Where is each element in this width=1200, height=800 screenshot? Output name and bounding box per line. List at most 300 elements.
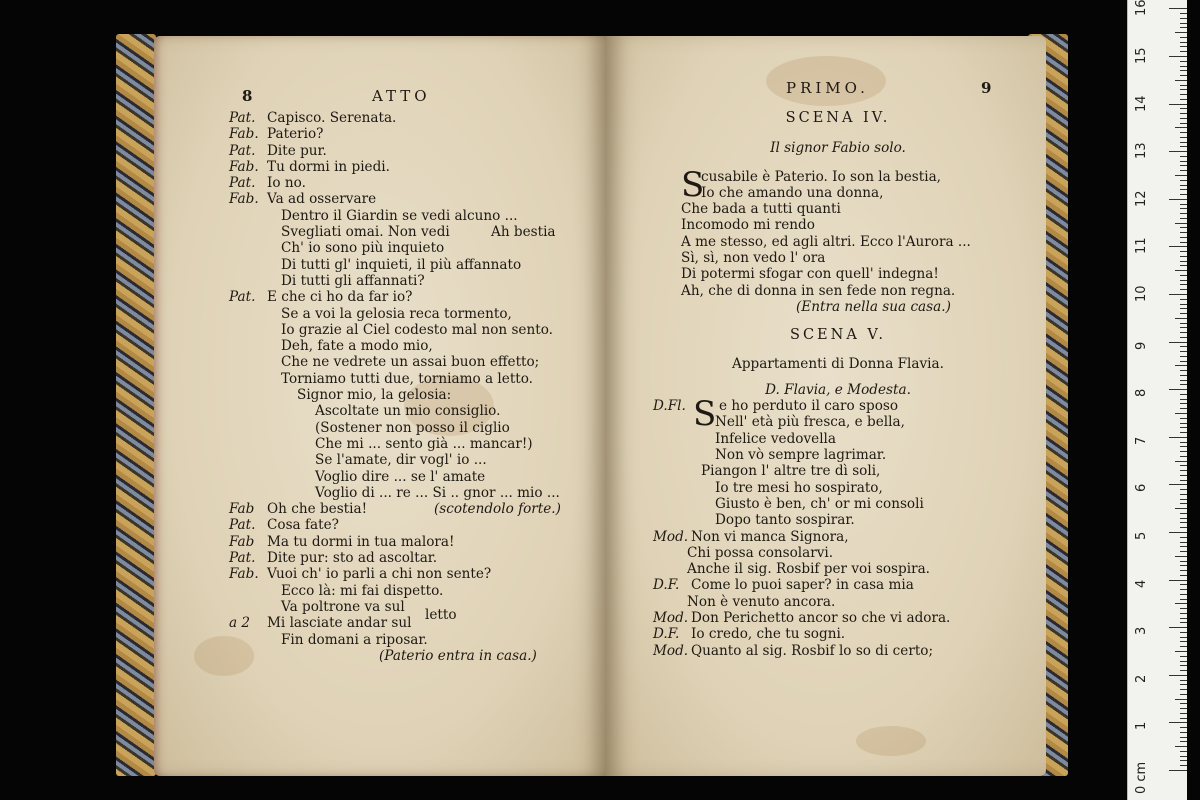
ruler-tick [1180, 280, 1187, 281]
ruler-tick [1180, 208, 1187, 209]
line-text: Non vò sempre lagrimar. [715, 447, 887, 464]
line-text: Sì, sì, non vedo l' ora [681, 250, 826, 267]
ruler-number: 3 [1134, 626, 1149, 636]
ruler-number: 9 [1134, 341, 1149, 350]
speaker-label: Pat. [229, 110, 256, 126]
ruler-tick [1175, 461, 1187, 462]
ruler-tick [1180, 27, 1187, 28]
line-text: Io che amando una donna, [701, 184, 884, 201]
line-text: Infelice vedovella [715, 430, 837, 447]
ruler-tick [1180, 589, 1187, 590]
ruler-tick [1180, 323, 1187, 324]
ruler-tick [1169, 532, 1187, 533]
speaker-label: Fab [229, 533, 255, 550]
ruler-tick [1180, 408, 1187, 409]
scene-characters: D. Flavia, e Modesta. [765, 381, 911, 398]
line-text: Io tre mesi ho sospirato, [715, 479, 883, 496]
ruler-tick [1180, 218, 1187, 219]
ruler-tick [1180, 608, 1187, 609]
scene-title: SCENA V. [790, 327, 886, 344]
ruler-tick [1180, 161, 1187, 162]
line-text: Giusto è ben, ch' or mi consoli [715, 495, 924, 512]
ruler-tick [1180, 427, 1187, 428]
ruler-tick [1180, 661, 1187, 662]
ruler-tick [1180, 499, 1187, 500]
ruler-tick [1180, 180, 1187, 181]
ruler-tick [1180, 694, 1187, 695]
ruler-tick [1180, 751, 1187, 752]
ruler-tick [1169, 342, 1187, 343]
verse-line [653, 463, 1011, 479]
ruler-tick [1180, 737, 1187, 738]
ruler-tick [1169, 199, 1187, 200]
running-head-text: PRIMO. [786, 79, 869, 97]
line-text: Dopo tanto sospirar. [715, 512, 855, 529]
running-head-text: ATTO [372, 87, 431, 105]
ruler-tick [1169, 246, 1187, 247]
line-text: (Sostener non posso il ciglio [315, 419, 510, 436]
ruler-tick [1169, 770, 1187, 771]
ruler-tick [1180, 375, 1187, 376]
ruler-tick [1169, 389, 1187, 390]
line-text: Se l'amate, dir vogl' io ... [315, 452, 487, 469]
verse-line [653, 431, 1011, 447]
right-page-text [653, 79, 1011, 659]
line-text: Tu dormi in piedi. [267, 158, 390, 175]
ruler-number: 12 [1134, 190, 1149, 207]
ruler-tick [1180, 394, 1187, 395]
ruler-tick [1175, 508, 1187, 509]
ruler-tick [1180, 451, 1187, 452]
ruler-tick [1180, 418, 1187, 419]
measuring-ruler [1127, 0, 1187, 800]
verse-line [653, 414, 1011, 430]
page-number: 9 [981, 79, 992, 97]
speaker-label: D.F. [653, 577, 680, 594]
drop-cap: S [693, 394, 717, 435]
dialogue-line [653, 545, 1011, 561]
verse-line [653, 447, 1011, 463]
verse-line [653, 512, 1011, 528]
ruler-tick [1180, 237, 1187, 238]
ruler-tick [1180, 741, 1187, 742]
ruler-tick [1169, 675, 1187, 676]
ruler-tick [1180, 656, 1187, 657]
verse-line [681, 169, 1011, 185]
ruler-tick [1175, 127, 1187, 128]
line-text: Dentro il Giardin se vedi alcuno ... [281, 207, 518, 224]
ruler-tick [1175, 556, 1187, 557]
ruler-tick [1180, 132, 1187, 133]
ruler-tick [1180, 42, 1187, 43]
ruler-tick [1180, 284, 1187, 285]
ruler-tick [1180, 380, 1187, 381]
ruler-tick [1180, 256, 1187, 257]
marbled-cover-left [116, 34, 156, 776]
ruler-tick [1175, 80, 1187, 81]
line-text: Fin domani a riposar. [281, 631, 428, 648]
line-text: Don Perichetto ancor so che vi adora. [691, 610, 951, 627]
ruler-tick [1180, 442, 1187, 443]
line-text: Come lo puoi saper? in casa mia [691, 577, 914, 594]
ruler-tick [1180, 494, 1187, 495]
ruler-tick [1180, 66, 1187, 67]
speaker-label: Mod. [653, 610, 689, 627]
ruler-tick [1180, 232, 1187, 233]
scene4-monologue [681, 164, 1011, 299]
line-text: Chi possa consolarvi. [687, 544, 834, 561]
ruler-tick [1180, 465, 1187, 466]
ruler-tick [1180, 632, 1187, 633]
line-text: Di potermi sfogar con quell' indegna! [681, 266, 939, 283]
ruler-number: 8 [1134, 388, 1149, 398]
speaker-label: D.Fl. [653, 398, 686, 415]
ruler-tick [1169, 56, 1187, 57]
line-text: Che mi ... sento già ... mancar!) [315, 435, 533, 452]
line-text: Paterio? [267, 126, 324, 143]
ruler-tick [1180, 570, 1187, 571]
dialogue-line [653, 643, 1011, 659]
ruler-tick [1180, 670, 1187, 671]
ruler-tick [1169, 722, 1187, 723]
ruler-tick [1180, 13, 1187, 14]
ruler-tick [1180, 327, 1187, 328]
ruler-tick [1180, 37, 1187, 38]
ruler-tick [1180, 732, 1187, 733]
ruler-tick [1175, 746, 1187, 747]
ruler-tick [1180, 108, 1187, 109]
ruler-tick [1180, 313, 1187, 314]
ruler-tick [1175, 175, 1187, 176]
ruler-tick [1180, 503, 1187, 504]
ruler-tick [1180, 446, 1187, 447]
line-text: Ch' io sono più inquieto [281, 240, 445, 257]
ruler-tick [1180, 332, 1187, 333]
line-text: Ecco là: mi fai dispetto. [281, 582, 444, 599]
speaker-label: Pat. [229, 175, 256, 192]
verse-line [681, 201, 1011, 217]
ruler-tick [1180, 351, 1187, 352]
ruler-tick [1180, 760, 1187, 761]
verse-line [653, 398, 1011, 414]
ruler-tick [1180, 23, 1187, 24]
ruler-tick [1180, 251, 1187, 252]
verse-line [681, 250, 1011, 266]
ruler-tick [1180, 689, 1187, 690]
line-text: Signor mio, la gelosia: [297, 387, 452, 404]
speaker-label: Mod. [653, 528, 689, 545]
ruler-tick [1169, 8, 1187, 9]
ruler-tick [1180, 51, 1187, 52]
ruler-tick [1180, 308, 1187, 309]
line-text: Voglio dire ... se l' amate [315, 468, 486, 485]
page-number: 8 [242, 87, 253, 105]
ruler-tick [1180, 94, 1187, 95]
ruler-tick [1180, 480, 1187, 481]
ruler-tick [1180, 561, 1187, 562]
ruler-number: 10 [1134, 285, 1149, 302]
speaker-label: a 2 [229, 615, 251, 632]
scene-title: SCENA IV. [785, 110, 891, 126]
dialogue-line [653, 561, 1011, 577]
verse-line [653, 480, 1011, 496]
line-text: letto [425, 606, 457, 623]
verse-line [681, 283, 1011, 299]
line-text: Che ne vedrete un assai buon effetto; [281, 354, 540, 371]
dialogue-line [653, 610, 1011, 626]
ruler-tick [1180, 275, 1187, 276]
aria-lines [653, 394, 1011, 529]
line-text: Non è venuto ancora. [687, 593, 836, 610]
ruler-tick [1180, 684, 1187, 685]
ruler-tick [1180, 546, 1187, 547]
ruler-tick [1180, 299, 1187, 300]
ruler-tick [1180, 89, 1187, 90]
dialogue-line [653, 577, 1011, 593]
ruler-tick [1180, 356, 1187, 357]
ruler-tick [1180, 542, 1187, 543]
line-text: Svegliati omai. Non vedi [281, 224, 450, 241]
ruler-number: 16 [1134, 0, 1149, 17]
ruler-tick [1175, 270, 1187, 271]
speaker-label: D.F. [653, 626, 680, 643]
ruler-tick [1180, 618, 1187, 619]
ruler-tick [1169, 580, 1187, 581]
ruler-tick [1180, 622, 1187, 623]
ruler-tick [1175, 32, 1187, 33]
ruler-tick [1180, 361, 1187, 362]
speaker-label: Fab. [229, 158, 259, 175]
line-text: Ah bestia [491, 224, 556, 241]
ruler-number: 14 [1134, 95, 1149, 112]
ruler-tick [1180, 265, 1187, 266]
line-text: Di tutti gli affannati? [281, 272, 425, 289]
ruler-tick [1180, 513, 1187, 514]
ruler-tick [1180, 123, 1187, 124]
speaker-label: Pat. [229, 517, 256, 534]
ruler-tick [1169, 151, 1187, 152]
line-text: Io credo, che tu sogni. [691, 626, 846, 643]
scene5-aria [653, 394, 1011, 529]
ruler-tick [1175, 651, 1187, 652]
ruler-tick [1180, 641, 1187, 642]
ruler-unit-label: 0 cm [1134, 761, 1149, 794]
ruler-tick [1180, 403, 1187, 404]
line-text: Io grazie al Ciel codesto mal non sento. [281, 321, 553, 338]
stage-direction: (scotendolo forte.) [434, 501, 561, 518]
ruler-tick [1180, 527, 1187, 528]
ruler-tick [1180, 118, 1187, 119]
ruler-tick [1180, 594, 1187, 595]
ruler-tick [1180, 518, 1187, 519]
ruler-tick [1180, 46, 1187, 47]
dialogue-line [653, 594, 1011, 610]
ruler-tick [1180, 637, 1187, 638]
right-page [606, 36, 1046, 776]
ruler-tick [1180, 680, 1187, 681]
open-book [116, 32, 1068, 780]
line-text: Ascoltate un mio consiglio. [315, 403, 501, 420]
ruler-tick [1180, 489, 1187, 490]
ruler-tick [1180, 242, 1187, 243]
ruler-number: 13 [1134, 142, 1149, 160]
ruler-tick [1180, 522, 1187, 523]
ruler-tick [1180, 756, 1187, 757]
speaker-label: Pat. [229, 289, 256, 306]
ruler-tick [1180, 537, 1187, 538]
ruler-tick [1175, 223, 1187, 224]
ruler-tick [1180, 137, 1187, 138]
ruler-tick [1180, 703, 1187, 704]
speaker-label: Pat. [229, 142, 256, 159]
speaker-label: Mod. [653, 642, 689, 659]
line-text: cusabile è Paterio. Io son la bestia, [701, 168, 942, 185]
verse-line [681, 234, 1011, 250]
line-text: Va poltrone va sul [281, 598, 405, 615]
ruler-tick [1180, 475, 1187, 476]
ruler-tick [1180, 165, 1187, 166]
stage-direction: (Paterio entra in casa.) [379, 647, 537, 664]
ruler-tick [1180, 85, 1187, 86]
ruler-number: 5 [1134, 531, 1149, 540]
ruler-tick [1180, 708, 1187, 709]
ruler-tick [1180, 399, 1187, 400]
ruler-tick [1180, 113, 1187, 114]
ruler-tick [1180, 718, 1187, 719]
ruler-tick [1180, 765, 1187, 766]
ruler-tick [1180, 470, 1187, 471]
line-text: Incomodo mi rendo [681, 217, 815, 234]
line-text: Se a voi la gelosia reca tormento, [281, 305, 512, 322]
ruler-tick [1180, 613, 1187, 614]
ruler-tick [1175, 318, 1187, 319]
ruler-tick [1180, 304, 1187, 305]
ruler-tick [1180, 584, 1187, 585]
ruler-tick [1180, 599, 1187, 600]
ruler-tick [1180, 227, 1187, 228]
verse-line [681, 185, 1011, 201]
scene-setting: Appartamenti di Donna Flavia. [732, 355, 944, 372]
line-text: Capisco. Serenata. [267, 110, 397, 126]
ruler-tick [1180, 142, 1187, 143]
speaker-label: Fab [229, 501, 255, 518]
scene-subtitle: Il signor Fabio solo. [770, 140, 906, 157]
line-text: Ah, che di donna in sen fede non regna. [681, 282, 956, 299]
ruler-tick [1169, 294, 1187, 295]
ruler-tick [1169, 627, 1187, 628]
speaker-label: Pat. [229, 550, 256, 567]
line-text: Ma tu dormi in tua malora! [267, 533, 455, 550]
ruler-tick [1180, 551, 1187, 552]
ruler-tick [1180, 432, 1187, 433]
scene5-dialogue [653, 529, 1011, 659]
ruler-tick [1180, 713, 1187, 714]
line-text: Vuoi ch' io parli a chi non sente? [267, 566, 492, 583]
line-text: Non vi manca Signora, [691, 528, 849, 545]
ruler-tick [1180, 99, 1187, 100]
ruler-number: 6 [1134, 484, 1149, 493]
line-text: Quanto al sig. Rosbif lo so di certo; [691, 642, 934, 659]
drop-cap: S [681, 164, 705, 205]
speaker-label: Fab. [229, 126, 259, 143]
ruler-tick [1180, 185, 1187, 186]
ruler-tick [1180, 70, 1187, 71]
verse-line [653, 496, 1011, 512]
ruler-tick [1180, 156, 1187, 157]
right-running-head [681, 79, 1011, 100]
ruler-tick [1180, 204, 1187, 205]
ruler-tick [1180, 346, 1187, 347]
line-text: Anche il sig. Rosbif per voi sospira. [687, 561, 930, 578]
line-text: Dite pur. [267, 142, 327, 159]
ruler-tick [1180, 565, 1187, 566]
ruler-tick [1180, 727, 1187, 728]
line-text: Che bada a tutti quanti [681, 201, 841, 218]
speaker-label: Fab. [229, 566, 259, 583]
verse-line [681, 217, 1011, 233]
ruler-tick [1180, 337, 1187, 338]
line-text: Va ad osservare [267, 191, 377, 208]
ruler-tick [1175, 413, 1187, 414]
left-page [154, 36, 606, 776]
line-text: Dite pur: sto ad ascoltar. [267, 550, 438, 567]
ruler-tick [1180, 194, 1187, 195]
dialogue-line [653, 529, 1011, 545]
ruler-number: 11 [1134, 237, 1149, 255]
line-text: Io no. [267, 175, 306, 192]
ruler-tick [1175, 603, 1187, 604]
line-text: Oh che bestia! [267, 501, 368, 518]
stage-direction: (Entra nella sua casa.) [796, 298, 951, 315]
ruler-tick [1175, 699, 1187, 700]
ruler-tick [1180, 384, 1187, 385]
ruler-tick [1180, 146, 1187, 147]
ruler-tick [1169, 484, 1187, 485]
ruler-tick [1180, 456, 1187, 457]
ruler-tick [1180, 261, 1187, 262]
ruler-tick [1180, 423, 1187, 424]
ruler-number: 15 [1134, 47, 1149, 64]
line-text: Cosa fate? [267, 517, 339, 534]
line-text: E che ci ho da far io? [267, 289, 413, 306]
ruler-number: 2 [1134, 674, 1149, 683]
verse-line [681, 266, 1011, 282]
ruler-tick [1180, 289, 1187, 290]
ruler-tick [1180, 213, 1187, 214]
ruler-tick [1169, 437, 1187, 438]
ruler-tick [1180, 665, 1187, 666]
line-text: Mi lasciate andar sul [267, 615, 412, 632]
ruler-tick [1180, 646, 1187, 647]
line-text: Di tutti gl' inquieti, il più affannato [281, 256, 522, 273]
dialogue-line [653, 626, 1011, 642]
ruler-number: 7 [1134, 436, 1149, 445]
ruler-tick [1180, 75, 1187, 76]
line-text: e ho perduto il caro sposo [719, 398, 899, 415]
ruler-tick [1180, 18, 1187, 19]
ruler-tick [1180, 575, 1187, 576]
scene4-lines [681, 164, 1011, 299]
ruler-number: 1 [1134, 722, 1149, 731]
ruler-tick [1180, 170, 1187, 171]
line-text: Piangon l' altre tre dì soli, [701, 463, 881, 480]
ruler-tick [1175, 365, 1187, 366]
speaker-label: Fab. [229, 191, 259, 208]
ruler-tick [1180, 189, 1187, 190]
ruler-tick [1180, 61, 1187, 62]
line-text: Nell' età più fresca, e bella, [715, 414, 905, 431]
line-text: Deh, fate a modo mio, [281, 338, 433, 355]
